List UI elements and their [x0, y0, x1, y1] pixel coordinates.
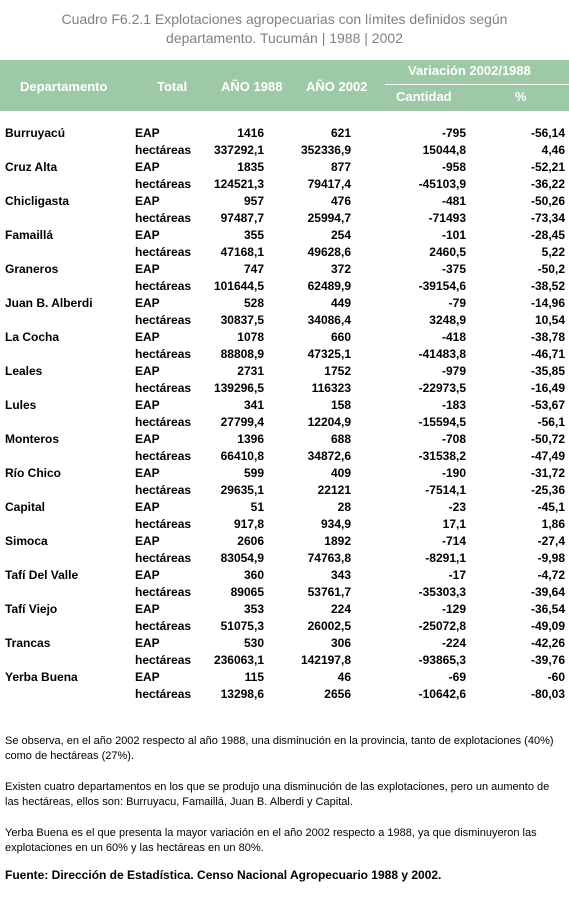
table-row — [0, 193, 569, 210]
unit-label: hectáreas — [135, 585, 192, 599]
value-cantidad: -93865,3 — [418, 653, 466, 667]
unit-label: hectáreas — [135, 517, 192, 531]
table-row — [0, 176, 569, 193]
value-1988: 115 — [244, 670, 264, 684]
value-cantidad: -31538,2 — [418, 449, 466, 463]
table-row — [0, 669, 569, 686]
value-porcentaje: -56,1 — [537, 415, 565, 429]
value-porcentaje: -50,2 — [537, 262, 565, 276]
table-row — [0, 261, 569, 278]
table-row — [0, 380, 569, 397]
value-porcentaje: -28,45 — [530, 228, 565, 242]
title-line-2: departamento. Tucumán | 1988 | 2002 — [166, 30, 403, 46]
table-row — [0, 431, 569, 448]
unit-label: EAP — [135, 194, 160, 208]
value-cantidad: -714 — [441, 534, 466, 548]
value-porcentaje: -53,67 — [530, 398, 565, 412]
value-2002: 660 — [330, 330, 351, 344]
value-1988: 139296,5 — [213, 381, 264, 395]
value-cantidad: -481 — [441, 194, 466, 208]
value-2002: 12204,9 — [307, 415, 351, 429]
department-name: Cruz Alta — [5, 160, 58, 174]
notes — [5, 734, 561, 872]
table-row — [0, 363, 569, 380]
value-2002: 34872,6 — [307, 449, 351, 463]
value-porcentaje: -50,72 — [530, 432, 565, 446]
value-porcentaje: -52,21 — [530, 160, 565, 174]
header-divider — [385, 84, 569, 85]
unit-label: hectáreas — [135, 177, 192, 191]
value-2002: 28 — [337, 500, 351, 514]
value-1988: 530 — [243, 636, 264, 650]
table-row — [0, 312, 569, 329]
value-2002: 372 — [330, 262, 351, 276]
department-name: Lules — [5, 398, 37, 412]
table-row — [0, 210, 569, 227]
value-2002: 306 — [330, 636, 351, 650]
table-row — [0, 482, 569, 499]
value-2002: 2656 — [324, 687, 351, 701]
value-2002: 1752 — [324, 364, 351, 378]
table-row — [0, 533, 569, 550]
value-2002: 934,9 — [320, 517, 351, 531]
department-name: Trancas — [5, 636, 51, 650]
table-row — [0, 448, 569, 465]
department-name: Graneros — [5, 262, 59, 276]
value-cantidad: -979 — [441, 364, 466, 378]
value-1988: 51075,3 — [220, 619, 264, 633]
value-porcentaje: -73,34 — [530, 211, 565, 225]
value-1988: 337292,1 — [213, 143, 264, 157]
table-row — [0, 329, 569, 346]
unit-label: EAP — [135, 160, 160, 174]
value-cantidad: -190 — [441, 466, 466, 480]
value-porcentaje: -60 — [547, 670, 565, 684]
value-2002: 688 — [330, 432, 351, 446]
table-row — [0, 346, 569, 363]
table-row — [0, 516, 569, 533]
unit-label: hectáreas — [135, 619, 192, 633]
value-2002: 47325,1 — [307, 347, 351, 361]
value-1988: 1396 — [237, 432, 264, 446]
value-1988: 2731 — [237, 364, 264, 378]
value-porcentaje: -25,36 — [530, 483, 565, 497]
table-row — [0, 295, 569, 312]
value-cantidad: 3248,9 — [429, 313, 466, 327]
value-cantidad: -39154,6 — [418, 279, 466, 293]
value-1988: 97487,7 — [220, 211, 264, 225]
unit-label: EAP — [135, 500, 160, 514]
value-cantidad: -35303,3 — [418, 585, 466, 599]
table-row — [0, 584, 569, 601]
value-cantidad: -101 — [441, 228, 466, 242]
value-1988: 66410,8 — [220, 449, 264, 463]
value-1988: 1835 — [237, 160, 264, 174]
value-cantidad: -7514,1 — [425, 483, 466, 497]
value-porcentaje: -39,64 — [530, 585, 565, 599]
unit-label: EAP — [135, 296, 160, 310]
value-porcentaje: 4,46 — [541, 143, 565, 157]
value-2002: 116323 — [311, 381, 351, 395]
value-porcentaje: -56,14 — [530, 126, 565, 140]
department-name: Tafí Del Valle — [5, 568, 79, 582]
table-row — [0, 550, 569, 567]
value-porcentaje: -50,26 — [530, 194, 565, 208]
value-1988: 341 — [243, 398, 264, 412]
department-name: Río Chico — [5, 466, 61, 480]
header-cantidad: Cantidad — [396, 89, 452, 104]
value-porcentaje: -45,1 — [537, 500, 565, 514]
value-porcentaje: -9,98 — [537, 551, 565, 565]
department-name: Capital — [5, 500, 46, 514]
unit-label: EAP — [135, 330, 160, 344]
value-porcentaje: -31,72 — [530, 466, 565, 480]
value-cantidad: -22973,5 — [418, 381, 466, 395]
note-3: Yerba Buena es el que presenta la mayor variación en el año 2002 respecto a 1988, ya que disminuyeron las explotaciones en un 60% y las hectáreas en un 80%. — [5, 827, 537, 854]
title-line-1: Cuadro F6.2.1 Explotaciones agropecuarias con límites definidos según — [61, 11, 508, 27]
table-row — [0, 142, 569, 159]
value-1988: 353 — [243, 602, 264, 616]
unit-label: hectáreas — [135, 449, 192, 463]
value-1988: 360 — [243, 568, 264, 582]
value-porcentaje: -35,85 — [530, 364, 565, 378]
unit-label: EAP — [135, 228, 160, 242]
unit-label: hectáreas — [135, 687, 192, 701]
value-cantidad: -69 — [448, 670, 466, 684]
value-2002: 62489,9 — [307, 279, 351, 293]
table-row — [0, 397, 569, 414]
value-1988: 29635,1 — [220, 483, 264, 497]
unit-label: EAP — [135, 364, 160, 378]
value-cantidad: -418 — [441, 330, 466, 344]
value-1988: 917,8 — [233, 517, 264, 531]
value-cantidad: 15044,8 — [422, 143, 466, 157]
value-1988: 13298,6 — [220, 687, 264, 701]
table-body — [0, 125, 569, 703]
unit-label: hectáreas — [135, 313, 192, 327]
value-2002: 877 — [330, 160, 351, 174]
value-1988: 101644,5 — [213, 279, 264, 293]
value-1988: 30837,5 — [220, 313, 264, 327]
value-1988: 1078 — [237, 330, 264, 344]
value-2002: 74763,8 — [307, 551, 351, 565]
value-2002: 409 — [330, 466, 351, 480]
value-1988: 1416 — [237, 126, 264, 140]
value-1988: 236063,1 — [213, 653, 264, 667]
value-2002: 476 — [330, 194, 351, 208]
value-cantidad: -8291,1 — [425, 551, 466, 565]
unit-label: EAP — [135, 398, 160, 412]
value-2002: 1892 — [324, 534, 351, 548]
unit-label: hectáreas — [135, 381, 192, 395]
value-porcentaje: -39,76 — [530, 653, 565, 667]
unit-label: hectáreas — [135, 347, 192, 361]
source-note: Fuente: Dirección de Estadística. Censo Nacional Agropecuario 1988 y 2002. — [5, 868, 442, 882]
table-row — [0, 278, 569, 295]
department-name: Chicligasta — [5, 194, 70, 208]
table-row — [0, 227, 569, 244]
value-1988: 355 — [243, 228, 264, 242]
unit-label: EAP — [135, 568, 160, 582]
value-porcentaje: -38,78 — [530, 330, 565, 344]
value-cantidad: -958 — [441, 160, 466, 174]
value-porcentaje: -46,71 — [530, 347, 565, 361]
header-departamento: Departamento — [20, 79, 108, 94]
value-2002: 46 — [337, 670, 351, 684]
value-2002: 254 — [330, 228, 351, 242]
unit-label: EAP — [135, 466, 160, 480]
department-name: Famaillá — [5, 228, 54, 242]
value-cantidad: -795 — [441, 126, 466, 140]
department-name: La Cocha — [5, 330, 60, 344]
value-cantidad: -15594,5 — [418, 415, 466, 429]
table-row — [0, 244, 569, 261]
value-porcentaje: 1,86 — [541, 517, 565, 531]
table-header — [0, 60, 569, 111]
unit-label: EAP — [135, 432, 160, 446]
unit-label: hectáreas — [135, 653, 192, 667]
value-2002: 621 — [330, 126, 351, 140]
value-porcentaje: -49,09 — [530, 619, 565, 633]
value-2002: 142197,8 — [300, 653, 351, 667]
value-2002: 49628,6 — [307, 245, 351, 259]
value-porcentaje: -4,72 — [537, 568, 565, 582]
department-name: Simoca — [5, 534, 48, 548]
value-cantidad: -23 — [448, 500, 466, 514]
header-variacion: Variación 2002/1988 — [408, 63, 531, 78]
table-row — [0, 601, 569, 618]
value-2002: 53761,7 — [307, 585, 351, 599]
value-2002: 22121 — [317, 483, 351, 497]
value-2002: 224 — [330, 602, 351, 616]
value-1988: 89065 — [230, 585, 264, 599]
table-row — [0, 567, 569, 584]
value-porcentaje: -42,26 — [530, 636, 565, 650]
unit-label: EAP — [135, 602, 160, 616]
value-cantidad: -45103,9 — [418, 177, 466, 191]
value-cantidad: -224 — [441, 636, 466, 650]
note-2: Existen cuatro departamentos en los que se produjo una disminución de las explotaciones, pero un aumento de las hectáreas, ellos son: Burruyacu, Famaillá, Juan B. Alberdi y Capital. — [5, 781, 550, 808]
value-1988: 47168,1 — [220, 245, 264, 259]
department-name: Juan B. Alberdi — [5, 296, 93, 310]
table-row — [0, 125, 569, 142]
table-title — [0, 0, 569, 52]
value-porcentaje: -47,49 — [530, 449, 565, 463]
value-porcentaje: -38,52 — [530, 279, 565, 293]
value-cantidad: -79 — [448, 296, 466, 310]
table-row — [0, 652, 569, 669]
unit-label: EAP — [135, 636, 160, 650]
table-row — [0, 465, 569, 482]
unit-label: EAP — [135, 534, 160, 548]
value-porcentaje: -14,96 — [530, 296, 565, 310]
value-1988: 51 — [250, 500, 264, 514]
value-cantidad: -10642,6 — [418, 687, 466, 701]
unit-label: hectáreas — [135, 245, 192, 259]
value-1988: 528 — [243, 296, 264, 310]
unit-label: EAP — [135, 126, 160, 140]
table-row — [0, 635, 569, 652]
value-porcentaje: 10,54 — [534, 313, 565, 327]
value-1988: 83054,9 — [220, 551, 264, 565]
unit-label: hectáreas — [135, 415, 192, 429]
header-1988: AÑO 1988 — [221, 79, 283, 94]
value-porcentaje: 5,22 — [541, 245, 565, 259]
value-2002: 34086,4 — [307, 313, 351, 327]
department-name: Yerba Buena — [5, 670, 78, 684]
value-1988: 124521,3 — [213, 177, 264, 191]
value-1988: 88808,9 — [220, 347, 264, 361]
value-cantidad: -41483,8 — [418, 347, 466, 361]
value-cantidad: -708 — [441, 432, 466, 446]
value-cantidad: -71493 — [428, 211, 466, 225]
value-2002: 26002,5 — [307, 619, 351, 633]
unit-label: hectáreas — [135, 551, 192, 565]
header-2002: AÑO 2002 — [306, 79, 368, 94]
unit-label: EAP — [135, 670, 160, 684]
value-2002: 343 — [330, 568, 351, 582]
value-2002: 25994,7 — [307, 211, 351, 225]
department-name: Burruyacú — [5, 126, 66, 140]
value-2002: 158 — [330, 398, 351, 412]
value-cantidad: -183 — [441, 398, 466, 412]
value-1988: 27799,4 — [220, 415, 264, 429]
value-cantidad: -375 — [441, 262, 466, 276]
value-cantidad: -17 — [448, 568, 466, 582]
table-row — [0, 686, 569, 703]
value-porcentaje: -36,54 — [530, 602, 565, 616]
value-cantidad: -25072,8 — [418, 619, 466, 633]
department-name: Tafí Viejo — [5, 602, 58, 616]
unit-label: hectáreas — [135, 143, 192, 157]
value-porcentaje: -16,49 — [530, 381, 565, 395]
value-2002: 449 — [330, 296, 351, 310]
table-row — [0, 414, 569, 431]
unit-label: hectáreas — [135, 211, 192, 225]
value-1988: 957 — [243, 194, 264, 208]
note-1: Se observa, en el año 2002 respecto al año 1988, una disminución en la provincia, tanto de explotaciones (40%) como de hectáreas (27%). — [5, 735, 554, 762]
department-name: Leales — [5, 364, 43, 378]
value-1988: 599 — [243, 466, 264, 480]
value-2002: 79417,4 — [307, 177, 351, 191]
value-cantidad: 17,1 — [442, 517, 466, 531]
unit-label: hectáreas — [135, 483, 192, 497]
table-row — [0, 159, 569, 176]
table-row — [0, 499, 569, 516]
value-1988: 747 — [243, 262, 264, 276]
header-porcentaje: % — [515, 89, 527, 104]
value-porcentaje: -27,4 — [537, 534, 565, 548]
department-name: Monteros — [5, 432, 59, 446]
value-porcentaje: -80,03 — [530, 687, 565, 701]
value-porcentaje: -36,22 — [530, 177, 565, 191]
value-1988: 2606 — [237, 534, 264, 548]
unit-label: hectáreas — [135, 279, 192, 293]
value-cantidad: -129 — [441, 602, 466, 616]
value-cantidad: 2460,5 — [429, 245, 466, 259]
header-total: Total — [157, 79, 188, 94]
table-row — [0, 618, 569, 635]
value-2002: 352336,9 — [300, 143, 351, 157]
unit-label: EAP — [135, 262, 160, 276]
